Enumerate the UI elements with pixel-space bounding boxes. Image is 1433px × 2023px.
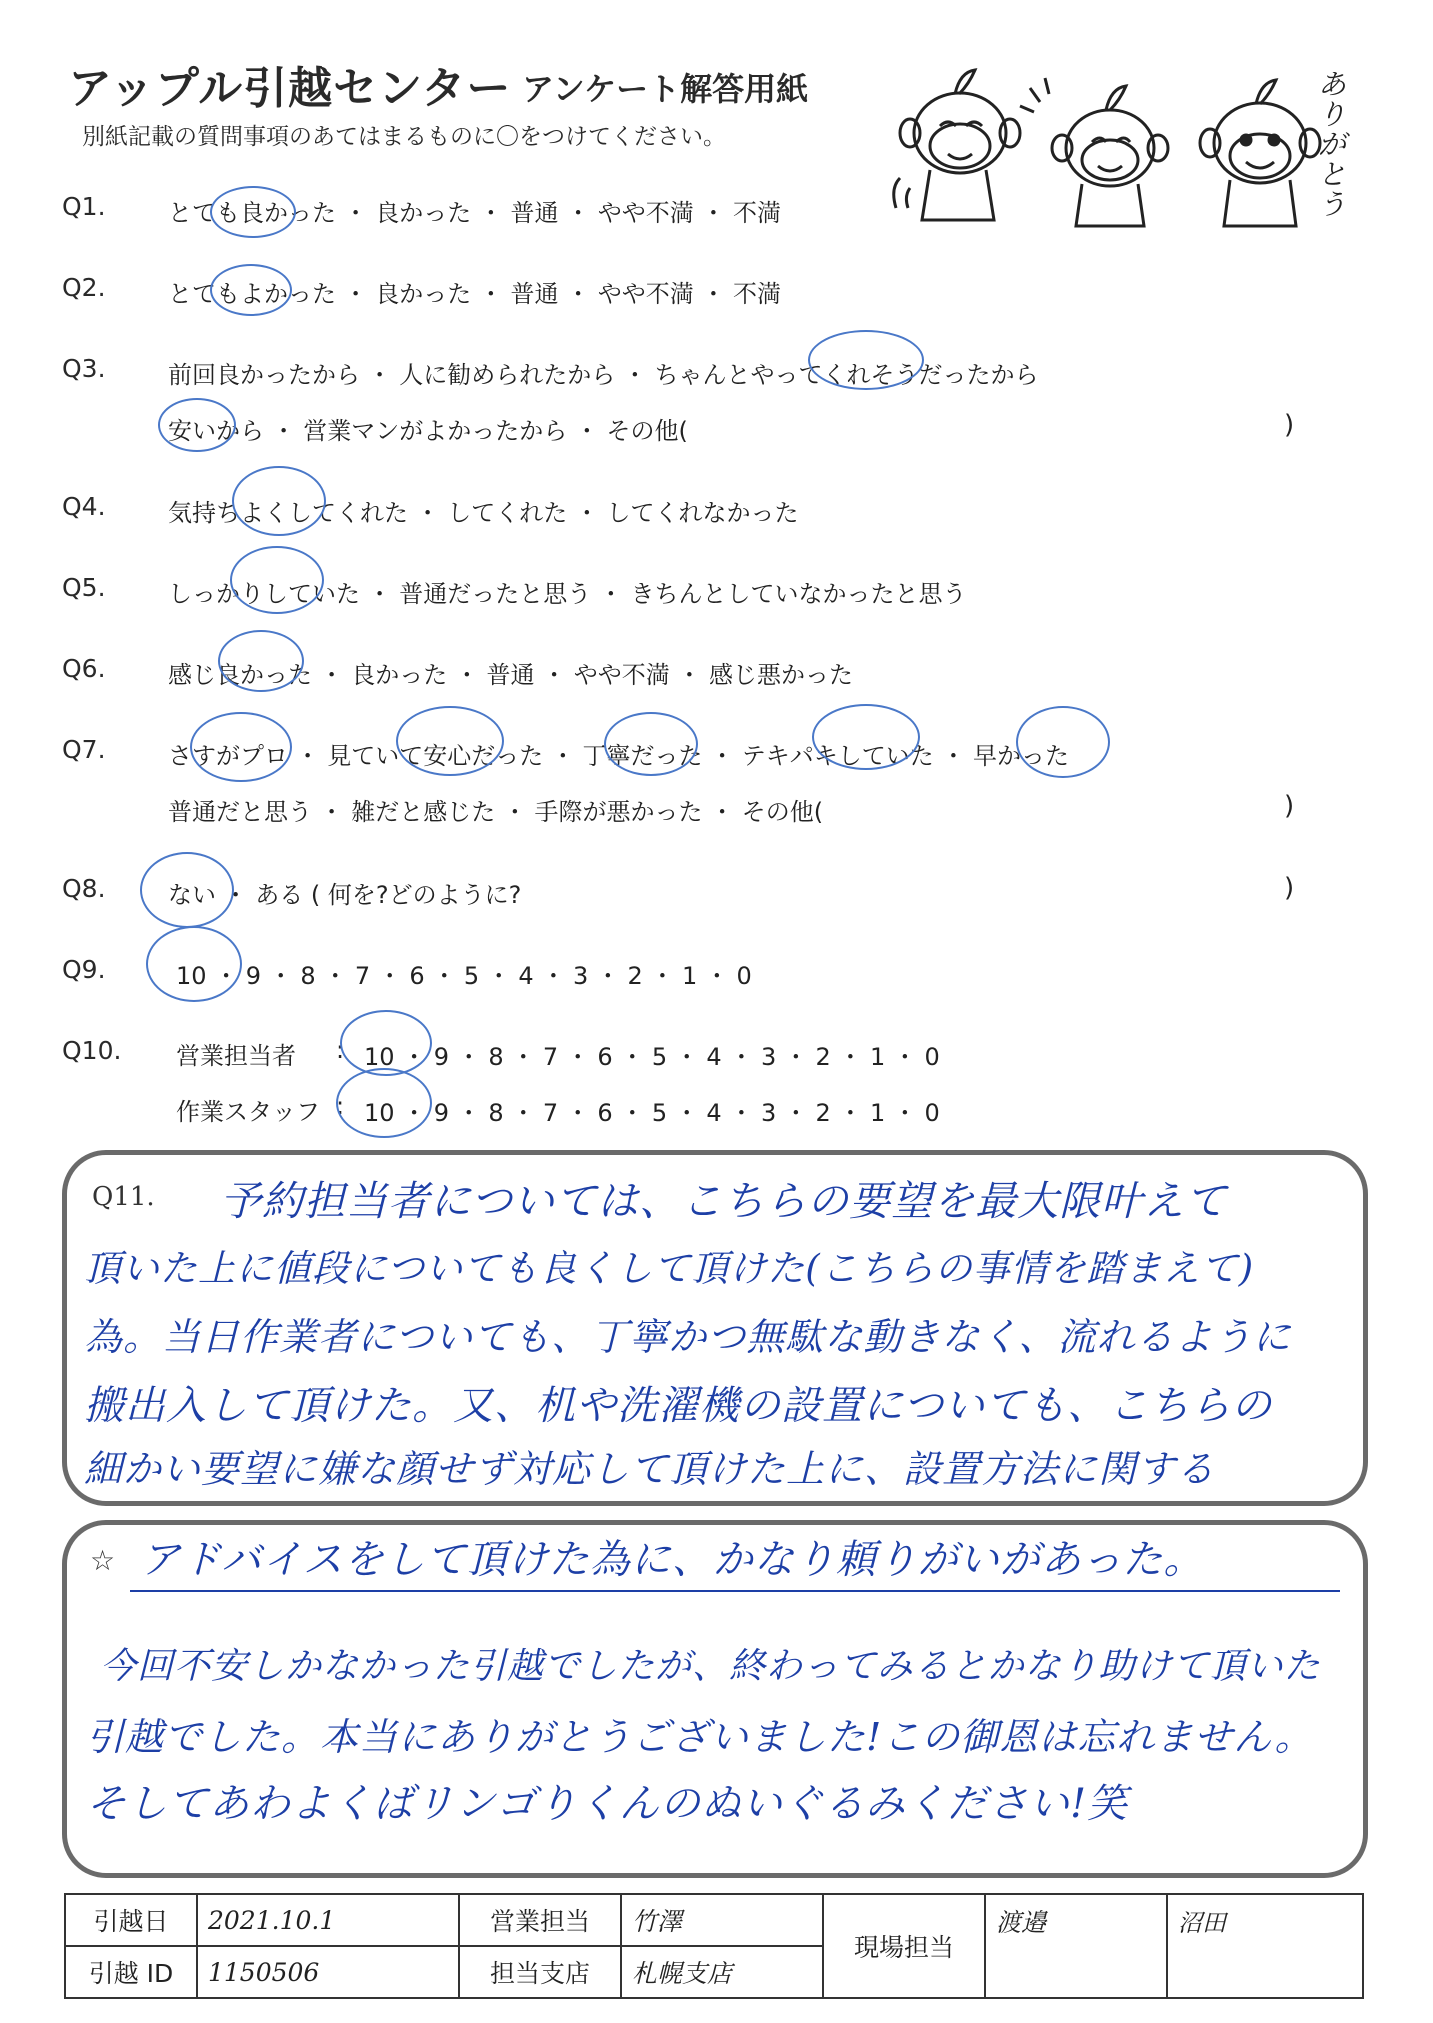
q10-staff-selection-circle [336,1068,432,1138]
q7-selection-circle-4 [812,704,920,770]
q7-options-line2[interactable]: 普通だと思う ・ 雑だと感じた ・ 手際が悪かった ・ その他( [168,798,824,826]
comment-handwriting-line-4: そしてあわよくばリンゴりくんのぬいぐるみください!笑 [86,1781,1129,1827]
q10-sales-colon: : [336,1036,345,1064]
q10-staff-colon: : [336,1092,345,1120]
move-date-value: 2021.10.1 [197,1894,459,1946]
q7-close-paren: ) [1284,791,1295,821]
q7-number: Q7. [62,735,106,764]
q11-handwriting-line-1: 予約担当者については、こちらの要望を最大限叶えて [220,1177,1228,1225]
site-staff-2-value: 沼田 [1167,1894,1363,1998]
q4-options[interactable]: 気持ちよくしてくれた ・ してくれた ・ してくれなかった [168,499,799,527]
q11-handwriting-line-5: 細かい要望に嫌な顔せず対応して頂けた上に、設置方法に関する [84,1447,1216,1491]
q11-handwriting-line-3: 為。当日作業者についても、丁寧かつ無駄な動きなく、流れるように [84,1315,1292,1359]
star-mark: ☆ [90,1544,116,1577]
q3-close-paren: ) [1284,410,1295,440]
q3-number: Q3. [62,354,106,383]
q5-number: Q5. [62,573,106,602]
q2-number: Q2. [62,273,106,302]
q4-selection-circle [232,466,326,536]
site-staff-1-value: 渡邉 [985,1894,1167,1998]
q7-selection-circle-3 [604,712,698,776]
q8-options[interactable]: ない ・ ある ( 何を?どのように? [168,881,522,909]
q3-options-line1[interactable]: 前回良かったから ・ 人に勧められたから ・ ちゃんとやってくれそうだったから [168,361,1039,389]
comment-handwriting-line-3: 引越でした。本当にありがとうございました!この御恩は忘れません。 [86,1715,1314,1759]
q1-number: Q1. [62,192,106,221]
q9-scale[interactable]: 10 ・ 9 ・ 8 ・ 7 ・ 6 ・ 5 ・ 4 ・ 3 ・ 2 ・ 1 ・ 0 [176,962,752,990]
comment-underline [130,1590,1340,1592]
q11-number: Q11. [92,1182,155,1212]
q8-selection-circle [140,852,234,928]
mascot-monkeys-illustration [880,58,1350,233]
branch-value: 札幌支店 [621,1946,823,1998]
q9-selection-circle [146,926,242,1002]
q8-close-paren: ) [1284,873,1295,903]
q11-handwriting-line-2: 頂いた上に値段についても良くして頂けた(こちらの事情を踏まえて) [84,1247,1255,1290]
q5-options[interactable]: しっかりしていた ・ 普通だったと思う ・ きちんとしていなかったと思う [168,580,967,608]
q3-selection-circle-1 [808,330,924,390]
q2-options[interactable]: とてもよかった ・ 良かった ・ 普通 ・ やや不満 ・ 不満 [168,280,782,308]
q1-options[interactable]: とても良かった ・ 良かった ・ 普通 ・ やや不満 ・ 不満 [168,199,782,227]
form-title: アップル引越センター [68,63,512,114]
q10-staff-scale[interactable]: 10 ・ 9 ・ 8 ・ 7 ・ 6 ・ 5 ・ 4 ・ 3 ・ 2 ・ 1 ・ 0 [364,1099,940,1127]
move-id-label: 引越 ID [65,1946,197,1998]
move-date-label: 引越日 [65,1894,197,1946]
q7-selection-circle-2 [396,706,504,776]
q9-number: Q9. [62,955,106,984]
q7-options-line1[interactable]: さすがプロ ・ 見ていて安心だった ・ 丁寧だった ・ テキパキしていた ・ 早かった [168,742,1070,770]
q8-number: Q8. [62,874,106,903]
staff-info-table [64,1893,1364,1999]
q1-selection-circle [210,186,296,238]
q6-selection-circle [218,630,304,692]
form-subtitle: アンケート解答用紙 [522,70,809,108]
q3-options-line2[interactable]: 安いから ・ 営業マンがよかったから ・ その他( [168,417,688,445]
q2-selection-circle [210,264,292,316]
site-staff-label: 現場担当 [823,1894,985,1998]
q7-selection-circle-5 [1016,706,1110,778]
q11-handwriting-line-4: 搬出入して頂けた。又、机や洗濯機の設置についても、こちらの [84,1383,1273,1429]
q6-number: Q6. [62,654,106,683]
q10-sales-scale[interactable]: 10 ・ 9 ・ 8 ・ 7 ・ 6 ・ 5 ・ 4 ・ 3 ・ 2 ・ 1 ・ 0 [364,1043,940,1071]
sales-staff-value: 竹澤 [621,1894,823,1946]
q5-selection-circle [230,546,324,614]
sales-staff-label: 営業担当 [459,1894,621,1946]
q10-number: Q10. [62,1036,122,1065]
q10-sales-selection-circle [340,1010,432,1076]
comment-handwriting-line-1: アドバイスをして頂けた為に、かなり頼りがいがあった。 [140,1537,1205,1583]
move-id-value: 1150506 [197,1946,459,1998]
q4-number: Q4. [62,492,106,521]
thanks-vertical-text: ありがとう [1318,68,1347,221]
instruction-text: 別紙記載の質問事項のあてはまるものに〇をつけてください。 [82,124,726,150]
comment-handwriting-line-2: 今回不安しかなかった引越でしたが、終わってみるとかなり助けて頂いた [100,1646,1321,1687]
q10-staff-label: 作業スタッフ [176,1098,320,1126]
q6-options[interactable]: 感じ良かった ・ 良かった ・ 普通 ・ やや不満 ・ 感じ悪かった [168,661,854,689]
q10-sales-label: 営業担当者 [176,1042,296,1070]
q7-selection-circle-1 [190,712,292,782]
branch-label: 担当支店 [459,1946,621,1998]
q3-selection-circle-2 [158,398,236,452]
